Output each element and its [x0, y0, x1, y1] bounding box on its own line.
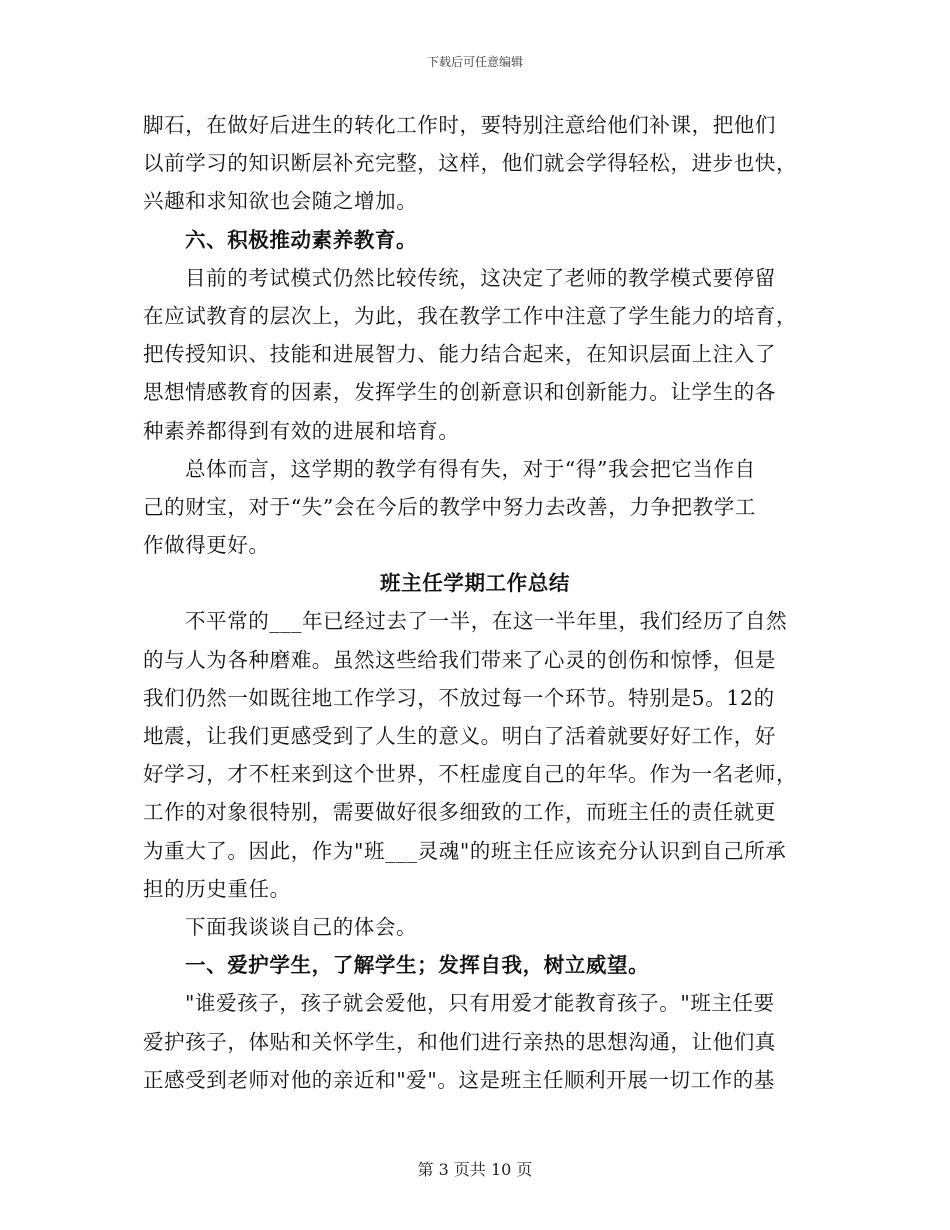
paragraph-line: 我们仍然一如既往地工作学习，不放过每一个环节。特别是5。12的: [143, 685, 775, 710]
paragraph-line: 把传授知识、技能和进展智力、能力结合起来，在知识层面上注入了: [143, 342, 776, 367]
paragraph-line: 思想情感教育的因素，发挥学生的创新意识和创新能力。让学生的各: [143, 380, 776, 405]
paragraph-line: 兴趣和求知欲也会随之增加。: [143, 189, 418, 214]
paragraph-line: 地震，让我们更感受到了人生的意义。明白了活着就要好好工作，好: [143, 724, 776, 748]
paragraph-line: 下面我谈谈自己的体会。: [185, 914, 418, 939]
paragraph-line: 种素养都得到有效的进展和培育。: [143, 418, 460, 443]
section-heading: 一、爱护学生，了解学生；发挥自我，树立威望。: [185, 953, 650, 978]
paragraph-line: 作做得更好。: [143, 533, 270, 558]
paragraph-line: 己的财宝，对于“失”会在今后的教学中努力去改善，力争把教学工: [143, 494, 756, 519]
paragraph-line: 好学习，才不枉来到这个世界，不枉虚度自己的年华。作为一名老师，: [143, 762, 798, 787]
document-body: [143, 106, 807, 1099]
paragraph-line: 以前学习的知识断层补充完整，这样，他们就会学得轻松，进步也快，: [143, 151, 798, 176]
page-header: 下载后可任意编辑: [426, 55, 523, 69]
paragraph-line: 为重大了。因此，作为"班___灵魂"的班主任应该充分认识到自己所承: [143, 838, 787, 863]
paragraph-line: 目前的考试模式仍然比较传统，这决定了老师的教学模式要停留: [185, 265, 776, 290]
paragraph-line: 不平常的___年已经过去了一半，在这一半年里，我们经历了自然: [185, 609, 788, 634]
paragraph-line: 爱护孩子，体贴和关怀学生，和他们进行亲热的思想沟通，让他们真: [143, 1029, 776, 1054]
paragraph-line: "谁爱孩子，孩子就会爱他，只有用爱才能教育孩子。"班主任要: [185, 991, 775, 1016]
paragraph-line: 工作的对象很特别，需要做好很多细致的工作，而班主任的责任就更: [143, 800, 776, 825]
section-heading: 六、积极推动素养教育。: [185, 227, 418, 252]
paragraph-line: 在应试教育的层次上，为此，我在教学工作中注意了学生能力的培育，: [143, 303, 798, 328]
paragraph-line: 的与人为各种磨难。虽然这些给我们带来了心灵的创伤和惊悸，但是: [143, 647, 776, 672]
paragraph-line: 担的历史重任。: [143, 876, 291, 901]
paragraph-line: 脚石，在做好后进生的转化工作时，要特别注意给他们补课，把他们: [143, 113, 776, 137]
page-footer: 第 3 页共 10 页: [417, 1160, 533, 1179]
paragraph-line: 正感受到老师对他的亲近和"爱"。这是班主任顺利开展一切工作的基: [143, 1067, 775, 1092]
section-title: 班主任学期工作总结: [380, 571, 570, 596]
paragraph-line: 总体而言，这学期的教学有得有失，对于“得”我会把它当作自: [185, 456, 756, 481]
